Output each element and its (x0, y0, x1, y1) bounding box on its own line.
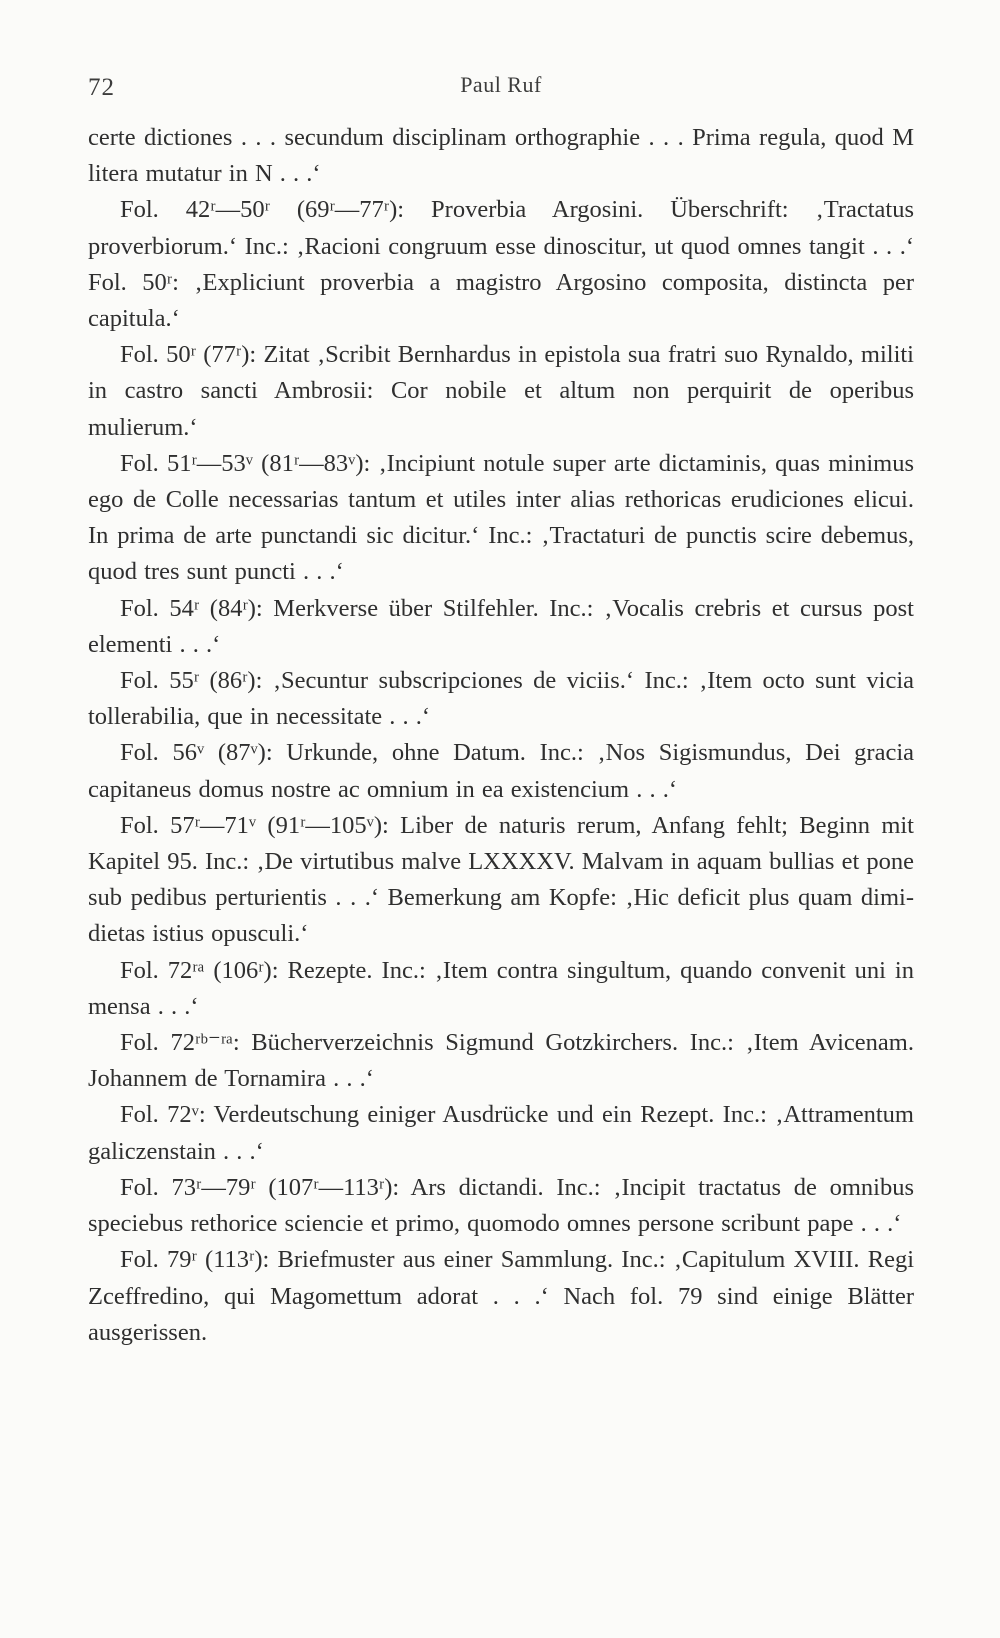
paragraph: Fol. 55ʳ (86ʳ): ‚Secuntur subscripciones de viciis.‘ Inc.: ‚Item octo sunt vicia tollerabilia, que in necessitate . . .‘ (88, 667, 914, 731)
paragraph: certe dictiones . . . secundum disciplinam orthographie . . . Prima regula, quod M litera mutatur in N . . .‘ (88, 124, 914, 188)
paragraph: Fol. 57ʳ—71ᵛ (91ʳ—105ᵛ): Liber de naturis rerum, Anfang fehlt; Beginn mit Kapitel 95. Inc.: ‚De virtutibus malve LXXXXV. Malvam in aquam bullias et pone sub pedibus perturientis . . .‘ Bemerkung am Kopfe: ‚Hic deficit plus quam dimidietas istius opusculi.‘ (88, 811, 915, 948)
paragraph: Fol. 42ʳ—50ʳ (69ʳ—77ʳ): Proverbia Argosini. Überschrift: ‚Tractatus proverbiorum.‘ Inc.: ‚Racioni congruum esse dinoscitur, ut quod omnes tangit . . .‘ Fol. 50ʳ: ‚Expliciunt proverbia a magistro Argosino composita, distincta per capitula.‘ (88, 196, 914, 333)
paragraph: Fol. 73ʳ—79ʳ (107ʳ—113ʳ): Ars dictandi. Inc.: ‚Incipit tractatus de omnibus speciebus rethorice sciencie et primo, quomodo omnes persone scribunt pape . . .‘ (88, 1173, 914, 1238)
paragraph: Fol. 51ʳ—53ᵛ (81ʳ—83ᵛ): ‚Incipiunt notule super arte dictaminis, quas minimus ego de Colle necessarias tantum et utiles inter alias rethoricas erudiciones elicui. In prima de arte punctandi sic dicitur.‘ Inc.: ‚Tractaturi de punctis scire debemus, quod tres sunt puncti . . .‘ (88, 449, 914, 586)
paragraph: Fol. 72ᵛ: Verdeutschung einiger Ausdrücke und ein Rezept. Inc.: ‚Attramentum galiczenstain . . .‘ (88, 1101, 914, 1165)
page-number: 72 (88, 74, 115, 101)
paragraph: Fol. 54ʳ (84ʳ): Merkverse über Stilfehler. Inc.: ‚Vocalis crebris et cursus post elementi . . .‘ (88, 594, 914, 658)
paragraph: Fol. 50ʳ (77ʳ): Zitat ‚Scribit Bernhardus in epistola sua fratri suo Rynaldo, militi in castro sancti Ambrosii: Cor nobile et altum non perquirit de operibus mulierum.‘ (88, 341, 914, 441)
paragraph: Fol. 72ʳᵃ (106ʳ): Rezepte. Inc.: ‚Item contra singultum, quando convenit uni in mensa . . .‘ (88, 956, 914, 1020)
running-head-author: Paul Ruf (460, 72, 542, 97)
paragraph: Fol. 72ʳᵇ⁻ʳᵃ: Bücherverzeichnis Sigmund Gotzkirchers. Inc.: ‚Item Avicenam. Johannem de Tornamira . . .‘ (88, 1029, 914, 1093)
body-text (88, 120, 914, 1351)
running-head (88, 68, 914, 108)
paragraph: Fol. 79ʳ (113ʳ): Briefmuster aus einer Sammlung. Inc.: ‚Capitulum XVIII. Regi Zceffredino, qui Magomettum adorat . . .‘ Nach fol. 79 sind einige Blätter ausgerissen. (88, 1246, 914, 1346)
paragraph: Fol. 56ᵛ (87ᵛ): Urkunde, ohne Datum. Inc.: ‚Nos Sigismundus, Dei gracia capitaneus domus nostre ac omnium in ea existencium . . .‘ (88, 739, 914, 803)
